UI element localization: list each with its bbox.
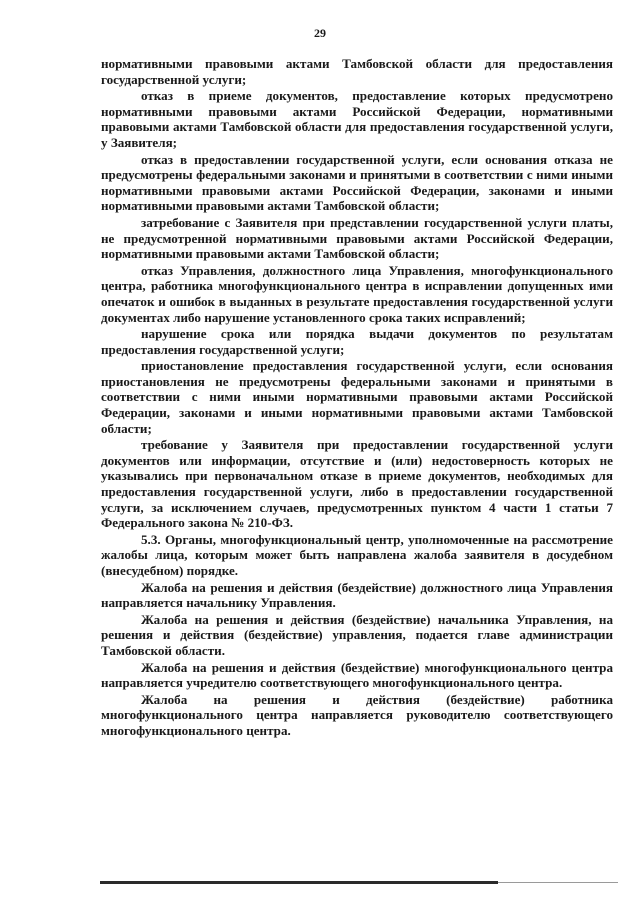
page-number: 29	[314, 26, 326, 40]
paragraph-continuation: нормативными правовыми актами Тамбовской области для предоставления государственной услуги;	[101, 56, 613, 87]
paragraph-document-requirement: требование у Заявителя при предоставлении государственной услуги документов или информации, отсутствие и (или) недостоверность которых не указывались при первоначальном отказе в приеме документов, необходимых для предоставления государственной услуги, либо в предоставлении государственной услуги, за исключением случаев, предусмотренных пунктом 4 части 1 статьи 7 Федерального закона № 210-ФЗ.	[101, 437, 613, 531]
paragraph-suspension: приостановление предоставления государственной услуги, если основания приостановления не предусмотрены федеральными законами и принятыми в соответствии с ними иными нормативными правовыми актами Российской Федерации, законами и иными нормативными правовыми актами Тамбовской области;	[101, 358, 613, 436]
paragraph-complaint-official: Жалоба на решения и действия (бездействие) должностного лица Управления направляется начальнику Управления.	[101, 579, 613, 611]
bottom-divider	[100, 881, 498, 884]
paragraph-delivery-violation: нарушение срока или порядка выдачи документов по результатам предоставления государственной услуги;	[101, 326, 613, 357]
paragraph-section-5-3: 5.3. Органы, многофункциональный центр, уполномоченные на рассмотрение жалобы лица, которым может быть направлена жалоба заявителя в досудебном (внесудебном) порядке.	[101, 531, 613, 578]
bottom-divider-tail	[498, 882, 618, 883]
paragraph-complaint-head: Жалоба на решения и действия (бездействие) начальника Управления, на решения и действия (бездействие) управления, подается главе администрации Тамбовской области.	[101, 611, 613, 658]
paragraph-complaint-mfc: Жалоба на решения и действия (бездействие) многофункционального центра направляется учредителю соответствующего многофункционального центра.	[101, 659, 613, 691]
paragraph-demand-payment: затребование с Заявителя при представлении государственной услуги платы, не предусмотренной нормативными правовыми актами Российской Федерации, нормативными правовыми актами Тамбовской области;	[101, 214, 613, 262]
paragraph-refusal-acceptance: отказ в приеме документов, предоставление которых предусмотрено нормативными правовыми актами Российской Федерации, нормативными правовыми актами Тамбовской области для предоставления государственной услуги, у Заявителя;	[101, 88, 613, 150]
paragraph-refusal-provision: отказ в предоставлении государственной услуги, если основания отказа не предусмотрены федеральными законами и принятыми в соответствии с ними иными нормативными правовыми актами Российской Федерации, законами и иными нормативными правовыми актами Тамбовской области;	[101, 151, 613, 214]
paragraph-complaint-mfc-worker: Жалоба на решения и действия (бездействие) работника многофункционального центра направляется руководителю соответствующего многофункционального центра.	[101, 691, 613, 738]
document-body	[101, 56, 613, 740]
paragraph-refusal-corrections: отказ Управления, должностного лица Управления, многофункционального центра, работника многофункционального центра в исправлении допущенных ими опечаток и ошибок в выданных в результате предоставления государственной услуги документах либо нарушение установленного срока таких исправлений;	[101, 262, 613, 325]
